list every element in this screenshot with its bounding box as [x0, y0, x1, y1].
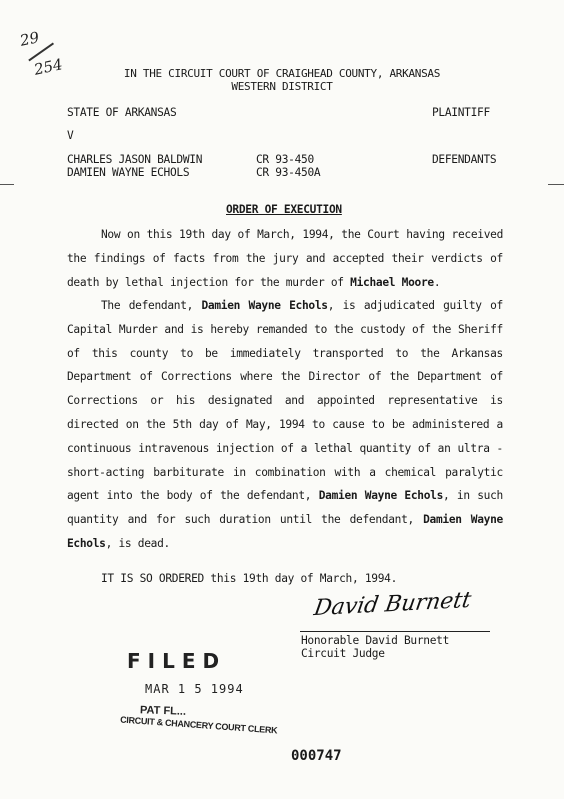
paragraph2-text-c: , in such quantity and for such duration until the defendant,	[67, 489, 503, 527]
plaintiff-label: PLAINTIFF	[432, 106, 490, 119]
victim-name: Michael Moore	[350, 275, 434, 289]
paragraph2-text-b: , is adjudicated guilty of Capital Murder and is hereby remanded to the custody of the Sheriff of this county to be immediately transported to the Arkansas Department of Corrections where the Director of the Department of Corrections or his designated and appointed representative is directed on the 5th day of May, 1994 to cause to be administered a continuous intravenous injection of a lethal quantity of an ultra - short-acting barbiturate in combination with a chemical paralytic agent into the body of the defendant,	[67, 299, 503, 503]
paragraph2-text-d: , is dead.	[105, 536, 170, 550]
signature-line	[300, 631, 490, 632]
defendant-name-bold-2: Damien Wayne Echols	[318, 489, 444, 503]
filed-stamp-clerk-name: PAT FL...	[139, 704, 187, 718]
judge-name: Honorable David Burnett	[301, 634, 450, 647]
defendant-name-bold-3: Damien Wayne Echols	[67, 513, 503, 550]
defendant2-case: CR 93-450A	[256, 166, 321, 179]
defendant1-case: CR 93-450	[256, 153, 314, 166]
defendant2-name: DAMIEN WAYNE ECHOLS	[67, 166, 190, 179]
page-number: 000747	[291, 748, 342, 764]
plaintiff-name: STATE OF ARKANSAS	[67, 106, 177, 119]
paragraph-sentence	[67, 294, 503, 556]
handwritten-note-top: 29	[18, 28, 41, 50]
court-header-line1: IN THE CIRCUIT COURT OF CRAIGHEAD COUNTY, ARKANSAS	[123, 67, 441, 80]
so-ordered-line: IT IS SO ORDERED this 19th day of March, 1994.	[101, 572, 398, 585]
judge-title: Circuit Judge	[301, 647, 385, 660]
defendants-label: DEFENDANTS	[432, 153, 497, 166]
versus: V	[67, 129, 74, 142]
left-margin-tick	[0, 184, 14, 185]
right-margin-tick	[548, 184, 564, 185]
court-header-line2: WESTERN DISTRICT	[231, 80, 333, 93]
filed-stamp: FILED	[127, 649, 227, 673]
filed-stamp-clerk-title: CIRCUIT & CHANCERY COURT CLERK	[119, 714, 278, 736]
filed-stamp-date: MAR 1 5 1994	[145, 682, 244, 696]
paragraph1-text-b: .	[433, 275, 441, 289]
judge-signature: David Burnett	[312, 587, 473, 622]
paragraph1-text-a: Now on this 19th day of March, 1994, the Court having received the findings of facts from the jury and accepted their verdicts of death by lethal injection for the murder of	[67, 228, 503, 289]
paragraph2-text-a: The defendant,	[101, 299, 202, 312]
order-title: ORDER OF EXECUTION	[226, 203, 342, 216]
defendant-name-bold-1: Damien Wayne Echols	[201, 299, 328, 312]
paragraph-findings	[67, 223, 503, 294]
defendant1-name: CHARLES JASON BALDWIN	[67, 153, 203, 166]
handwritten-note-bottom: 254	[32, 55, 65, 79]
